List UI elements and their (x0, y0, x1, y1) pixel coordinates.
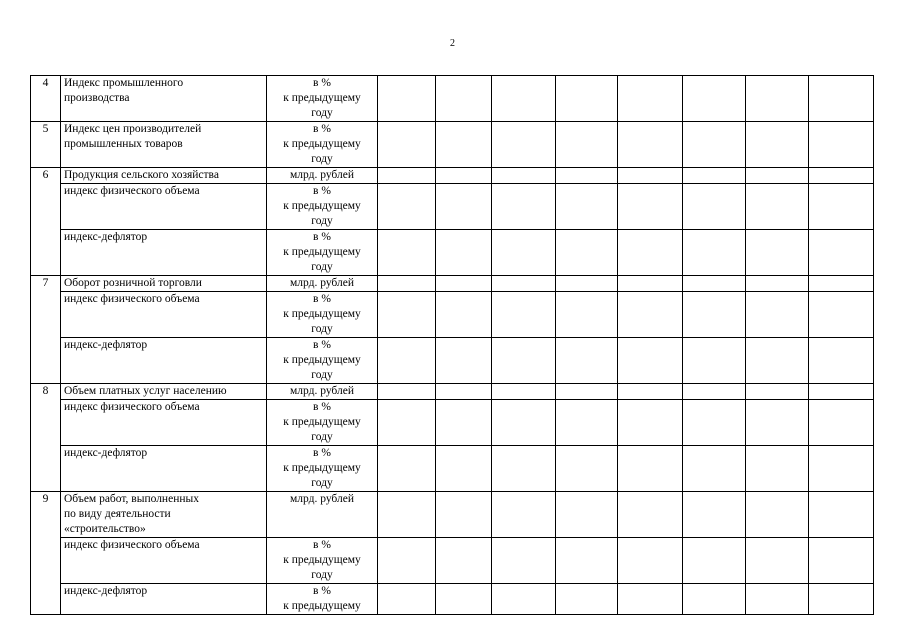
value-cell[interactable] (809, 584, 874, 615)
indicator-name: индекс физического объема (61, 538, 267, 584)
value-cell[interactable] (618, 584, 683, 615)
value-cell[interactable] (436, 538, 492, 584)
value-cell[interactable] (378, 492, 436, 538)
value-cell[interactable] (809, 122, 874, 168)
value-cell[interactable] (746, 276, 809, 292)
value-cell[interactable] (809, 184, 874, 230)
value-cell[interactable] (746, 76, 809, 122)
value-cell[interactable] (556, 584, 618, 615)
value-cell[interactable] (809, 538, 874, 584)
value-cell[interactable] (492, 446, 556, 492)
value-cell[interactable] (378, 276, 436, 292)
value-cell[interactable] (378, 122, 436, 168)
value-cell[interactable] (436, 400, 492, 446)
value-cell[interactable] (378, 538, 436, 584)
table-row (31, 292, 874, 338)
indicator-name: индекс-дефлятор (61, 446, 267, 492)
value-cell[interactable] (683, 384, 746, 400)
indicator-name: индекс-дефлятор (61, 584, 267, 615)
table-row (31, 400, 874, 446)
page-number: 2 (450, 38, 455, 49)
row-number: 9 (31, 492, 61, 615)
unit-cell: в % к предыдущему году (267, 184, 378, 230)
value-cell[interactable] (746, 338, 809, 384)
value-cell[interactable] (492, 584, 556, 615)
value-cell[interactable] (683, 338, 746, 384)
value-cell[interactable] (436, 338, 492, 384)
value-cell[interactable] (492, 400, 556, 446)
value-cell[interactable] (492, 168, 556, 184)
value-cell[interactable] (556, 492, 618, 538)
value-cell[interactable] (492, 230, 556, 276)
unit-cell: в % к предыдущему году (267, 538, 378, 584)
table-row (31, 168, 874, 184)
value-cell[interactable] (746, 384, 809, 400)
value-cell[interactable] (556, 122, 618, 168)
indicator-name: Объем работ, выполненных по виду деятельности «строительство» (61, 492, 267, 538)
unit-cell: в % к предыдущему (267, 584, 378, 615)
value-cell[interactable] (683, 230, 746, 276)
indicator-name: индекс-дефлятор (61, 338, 267, 384)
unit-cell: в % к предыдущему году (267, 400, 378, 446)
value-cell[interactable] (436, 584, 492, 615)
indicator-name: Продукция сельского хозяйства (61, 168, 267, 184)
indicator-name: индекс физического объема (61, 292, 267, 338)
value-cell[interactable] (746, 122, 809, 168)
value-cell[interactable] (556, 230, 618, 276)
value-cell[interactable] (556, 338, 618, 384)
value-cell[interactable] (492, 122, 556, 168)
indicator-name: Объем платных услуг населению (61, 384, 267, 400)
value-cell[interactable] (378, 230, 436, 276)
value-cell[interactable] (746, 538, 809, 584)
unit-cell: в % к предыдущему году (267, 76, 378, 122)
value-cell[interactable] (436, 292, 492, 338)
indicator-name: индекс физического объема (61, 400, 267, 446)
table-row (31, 338, 874, 384)
value-cell[interactable] (556, 276, 618, 292)
value-cell[interactable] (809, 400, 874, 446)
value-cell[interactable] (436, 168, 492, 184)
value-cell[interactable] (618, 384, 683, 400)
indicator-name: индекс-дефлятор (61, 230, 267, 276)
table-row (31, 538, 874, 584)
value-cell[interactable] (556, 400, 618, 446)
row-number: 6 (31, 168, 61, 276)
value-cell[interactable] (809, 292, 874, 338)
value-cell[interactable] (618, 492, 683, 538)
value-cell[interactable] (683, 122, 746, 168)
value-cell[interactable] (746, 292, 809, 338)
value-cell[interactable] (436, 184, 492, 230)
value-cell[interactable] (378, 400, 436, 446)
value-cell[interactable] (492, 384, 556, 400)
value-cell[interactable] (683, 400, 746, 446)
value-cell[interactable] (809, 384, 874, 400)
unit-cell: млрд. рублей (267, 168, 378, 184)
value-cell[interactable] (556, 184, 618, 230)
value-cell[interactable] (556, 76, 618, 122)
value-cell[interactable] (618, 338, 683, 384)
value-cell[interactable] (618, 446, 683, 492)
value-cell[interactable] (492, 276, 556, 292)
value-cell[interactable] (683, 168, 746, 184)
value-cell[interactable] (492, 338, 556, 384)
unit-cell: в % к предыдущему году (267, 338, 378, 384)
value-cell[interactable] (378, 446, 436, 492)
value-cell[interactable] (683, 538, 746, 584)
value-cell[interactable] (683, 76, 746, 122)
value-cell[interactable] (378, 76, 436, 122)
value-cell[interactable] (436, 122, 492, 168)
value-cell[interactable] (378, 292, 436, 338)
value-cell[interactable] (492, 76, 556, 122)
value-cell[interactable] (378, 584, 436, 615)
value-cell[interactable] (809, 276, 874, 292)
value-cell[interactable] (746, 168, 809, 184)
value-cell[interactable] (436, 276, 492, 292)
table-row (31, 184, 874, 230)
table-row (31, 76, 874, 122)
value-cell[interactable] (618, 276, 683, 292)
row-number: 4 (31, 76, 61, 122)
value-cell[interactable] (746, 400, 809, 446)
value-cell[interactable] (618, 122, 683, 168)
unit-cell: в % к предыдущему году (267, 122, 378, 168)
value-cell[interactable] (492, 292, 556, 338)
value-cell[interactable] (378, 168, 436, 184)
row-number: 5 (31, 122, 61, 168)
value-cell[interactable] (492, 492, 556, 538)
value-cell[interactable] (436, 492, 492, 538)
value-cell[interactable] (436, 76, 492, 122)
unit-cell: млрд. рублей (267, 492, 378, 538)
value-cell[interactable] (746, 184, 809, 230)
value-cell[interactable] (618, 538, 683, 584)
table-row (31, 230, 874, 276)
unit-cell: в % к предыдущему году (267, 446, 378, 492)
value-cell[interactable] (556, 446, 618, 492)
value-cell[interactable] (378, 338, 436, 384)
unit-cell: в % к предыдущему году (267, 230, 378, 276)
value-cell[interactable] (746, 584, 809, 615)
value-cell[interactable] (436, 230, 492, 276)
value-cell[interactable] (746, 492, 809, 538)
indicators-table (30, 75, 874, 615)
value-cell[interactable] (436, 446, 492, 492)
value-cell[interactable] (809, 76, 874, 122)
value-cell[interactable] (618, 168, 683, 184)
table-row (31, 492, 874, 538)
value-cell[interactable] (378, 384, 436, 400)
value-cell[interactable] (809, 338, 874, 384)
table-row (31, 122, 874, 168)
table-row (31, 276, 874, 292)
value-cell[interactable] (556, 292, 618, 338)
value-cell[interactable] (492, 538, 556, 584)
value-cell[interactable] (809, 492, 874, 538)
table-row (31, 446, 874, 492)
value-cell[interactable] (556, 168, 618, 184)
value-cell[interactable] (556, 384, 618, 400)
value-cell[interactable] (683, 276, 746, 292)
value-cell[interactable] (746, 230, 809, 276)
value-cell[interactable] (618, 76, 683, 122)
value-cell[interactable] (618, 292, 683, 338)
value-cell[interactable] (618, 184, 683, 230)
table-row (31, 584, 874, 615)
value-cell[interactable] (492, 184, 556, 230)
value-cell[interactable] (809, 168, 874, 184)
unit-cell: млрд. рублей (267, 276, 378, 292)
unit-cell: млрд. рублей (267, 384, 378, 400)
unit-cell: в % к предыдущему году (267, 292, 378, 338)
value-cell[interactable] (683, 184, 746, 230)
row-number: 8 (31, 384, 61, 492)
indicator-name: Оборот розничной торговли (61, 276, 267, 292)
value-cell[interactable] (436, 384, 492, 400)
value-cell[interactable] (683, 492, 746, 538)
value-cell[interactable] (618, 400, 683, 446)
table-row (31, 384, 874, 400)
indicator-name: индекс физического объема (61, 184, 267, 230)
value-cell[interactable] (378, 184, 436, 230)
table-body (31, 76, 874, 615)
indicator-name: Индекс цен производителей промышленных товаров (61, 122, 267, 168)
row-number: 7 (31, 276, 61, 384)
value-cell[interactable] (683, 446, 746, 492)
value-cell[interactable] (683, 584, 746, 615)
value-cell[interactable] (809, 230, 874, 276)
value-cell[interactable] (556, 538, 618, 584)
value-cell[interactable] (683, 292, 746, 338)
indicator-name: Индекс промышленного производства (61, 76, 267, 122)
value-cell[interactable] (618, 230, 683, 276)
value-cell[interactable] (746, 446, 809, 492)
value-cell[interactable] (809, 446, 874, 492)
